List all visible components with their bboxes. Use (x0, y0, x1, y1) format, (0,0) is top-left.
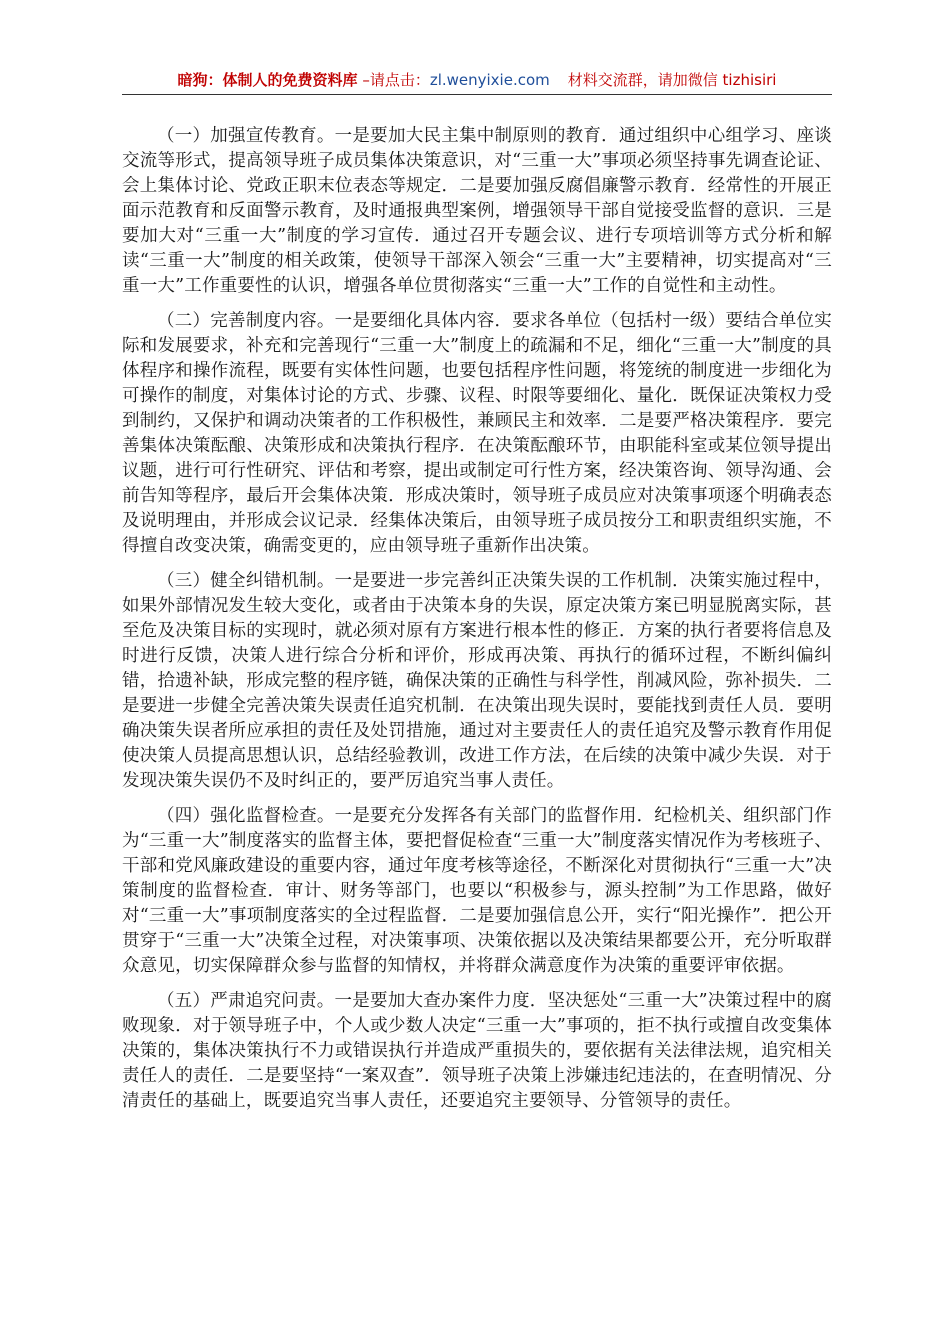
header-separator: –请点击： (357, 71, 430, 89)
paragraph-supervision: （四）强化监督检查。一是要充分发挥各有关部门的监督作用．纪检机关、组织部门作为“三重一大”制度落实的监督主体，要把督促检查“三重一大”制度落实情况作为考核班子、干部和党风廉政建设的重要内容，通过年度考核等途径，不断深化对贯彻执行“三重一大”决策制度的监督检查．审计、财务等部门，也要以“积极参与，源头控制”为工作思路，做好对“三重一大”事项制度落实的全过程监督．二是要加强信息公开，实行“阳光操作”．把公开贯穿于“三重一大”决策全过程，对决策事项、决策依据以及决策结果都要公开，充分听取群众意见，切实保障群众参与监督的知情权，并将群众满意度作为决策的重要评审依据。 (122, 806, 832, 976)
page-header (122, 66, 832, 94)
paragraph-system-content: （二）完善制度内容。一是要细化具体内容．要求各单位（包括村一级）要结合单位实际和发展要求，补充和完善现行“三重一大”制度上的疏漏和不足，细化“三重一大”制度的具体程序和操作流程，既要有实体性问题，也要包括程序性问题，将笼统的制度进一步细化为可操作的制度，对集体讨论的方式、步骤、议程、时限等要细化、量化．既保证决策权力受到制约，又保护和调动决策者的工作积极性，兼顾民主和效率．二是要严格决策程序．要完善集体决策酝酿、决策形成和决策执行程序．在决策酝酿环节，由职能科室或某位领导提出议题，进行可行性研究、评估和考察，提出或制定可行性方案，经决策咨询、领导沟通、会前告知等程序，最后开会集体决策．形成决策时，领导班子成员应对决策事项逐个明确表态及说明理由，并形成会议记录．经集体决策后，由领导班子成员按分工和职责组织实施，不得擅自改变决策，确需变更的，应由领导班子重新作出决策。 (122, 311, 832, 556)
paragraph-propaganda-education: （一）加强宣传教育。一是要加大民主集中制原则的教育．通过组织中心组学习、座谈交流等形式，提高领导班子成员集体决策意识，对“三重一大”事项必须坚持事先调查论证、会上集体讨论、党政正职末位表态等规定．二是要加强反腐倡廉警示教育．经常性的开展正面示范教育和反面警示教育，及时通报典型案例，增强领导干部自觉接受监督的意识．三是要加大对“三重一大”制度的学习宣传．通过召开专题会议、进行专项培训等方式分析和解读“三重一大”制度的相关政策，使领导干部深入领会“三重一大”主要精神，切实提高对“三重一大”工作重要性的认识，增强各单位贯彻落实“三重一大”工作的自觉性和主动性。 (122, 126, 832, 296)
paragraph-accountability: （五）严肃追究问责。一是要加大查办案件力度．坚决惩处“三重一大”决策过程中的腐败现象．对于领导班子中，个人或少数人决定“三重一大”事项的，拒不执行或擅自改变集体决策的，集体决策执行不力或错误执行并造成严重损失的，要依据有关法律法规，追究相关责任人的责任．二是要坚持“一案双查”．领导班子决策上涉嫌违纪违法的，在查明情况、分清责任的基础上，既要追究当事人责任，还要追究主要领导、分管领导的责任。 (122, 991, 832, 1111)
header-site-name: 暗狗：体制人的免费资料库 (177, 71, 358, 89)
document-body (122, 124, 832, 1124)
paragraph-error-correction: （三）健全纠错机制。一是要进一步完善纠正决策失误的工作机制．决策实施过程中，如果外部情况发生较大变化，或者由于决策本身的失误，原定决策方案已明显脱离实际，甚至危及决策目标的实现时，就必须对原有方案进行根本性的修正．方案的执行者要将信息及时进行反馈，决策人进行综合分析和评价，形成再决策、再执行的循环过程，不断纠偏纠错，拾遗补缺，形成完整的程序链，确保决策的正确性与科学性，削减风险，弥补损失．二是要进一步健全完善决策失误责任追究机制．在决策出现失误时，要能找到责任人员．要明确决策失误者所应承担的责任及处罚措施，通过对主要责任人的责任追究及警示教育作用促使决策人员提高思想认识，总结经验教训，改进工作方法，在后续的决策中减少失误．对于发现决策失误仍不及时纠正的，要严厉追究当事人责任。 (122, 571, 832, 791)
header-url-link[interactable]: zl.wenyixie.com (429, 71, 550, 89)
header-wechat-note: 材料交流群，请加微信 tizhisiri (567, 71, 777, 89)
header-divider (122, 94, 832, 95)
